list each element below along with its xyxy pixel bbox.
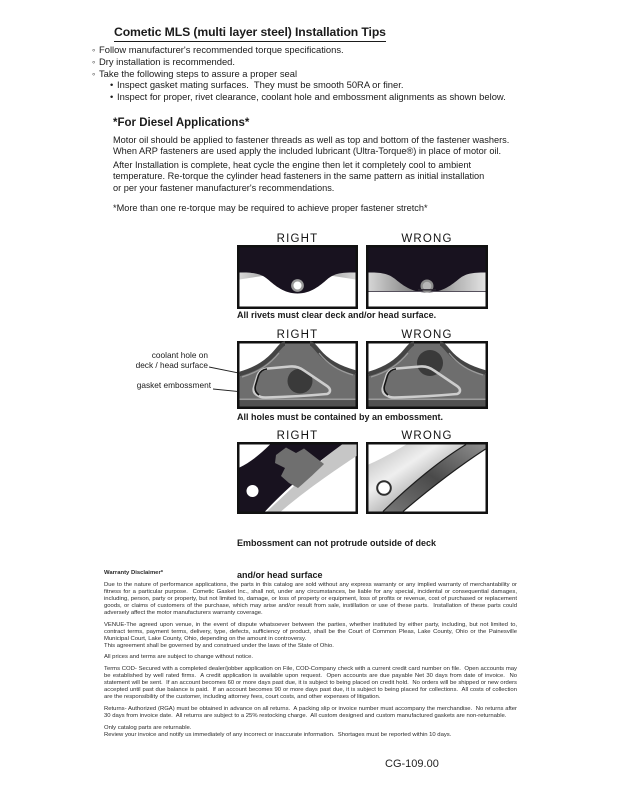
callout-gasket-embossment-label: gasket embossment [136, 380, 211, 390]
right-label: RIGHT [276, 233, 319, 245]
coolant-hole-icon [417, 350, 443, 376]
page-title: Cometic MLS (multi layer steel) Installation Tips [114, 23, 386, 42]
warranty-disclaimer-block [104, 570, 517, 739]
bullet-marker: ◦ [92, 67, 96, 79]
bullet-marker: ◦ [92, 55, 96, 67]
page-code: CG-109.00 [385, 758, 439, 770]
legal-paragraph: Only catalog parts are returnable. [104, 724, 192, 731]
sub-bullet-item: • Inspect gasket mating surfaces. They must be smooth 50RA or finer. [110, 79, 404, 91]
diesel-paragraph-2: After Installation is complete, heat cycle the engine then let it completely cool to ambient temperature. Re-torque the cylinder head fasteners in the same pattern as initial installation or per your fastener manufacturer's recommendations. [113, 160, 485, 193]
legal-paragraph: Terms COD- Secured with a completed dealer/jobber application on File, COD-Company check with a current credit card number on file. Open accounts may be established by well rated firms. A credit application is available upon request. Open accounts are due payable Net 30 days from date of invoice. No statement will be sent. If an account becomes 60 or more days past due, it is subject to being placed on credit hold. No orders will be shipped or new orders accepted until past due balance is paid. If an account becomes 90 or more days past due, it is subject to being placed for collections. All costs of collection are the responsibility of the customer, including attorney fees, court costs, and other expenses of litigation. [104, 666, 519, 701]
legal-paragraph: Returns- Authorized (RGA) must be obtained in advance on all returns. A packing slip or invoice number must accompany the merchandise. No returns after 30 days from invoice date. All returns are subject to a 25% restocking charge. All custom designed and custom manufactured gaskets are non-returnable. [104, 706, 519, 720]
retorque-note: *More than one re-torque may be required to achieve proper fastener stretch* [113, 203, 428, 213]
coolant-hole-wrong-diagram [366, 341, 488, 409]
coolant-hole-right-diagram [237, 341, 358, 409]
wrong-label: WRONG [401, 329, 453, 341]
wrong-label: WRONG [401, 233, 453, 245]
right-label: RIGHT [276, 329, 319, 341]
diesel-heading: *For Diesel Applications* [113, 117, 250, 129]
legal-paragraph: This agreement shall be governed by and construed under the laws of the State of Ohio. [104, 642, 334, 649]
bolt-hole-icon [377, 481, 391, 495]
rivet-icon [292, 280, 302, 290]
legal-heading: Warranty Disclaimer* [104, 570, 164, 576]
callout-coolant-hole-label: coolant hole on deck / head surface [135, 350, 208, 370]
bullet-marker: • [110, 91, 114, 103]
embossment-wrong-diagram [366, 442, 488, 514]
rivet-clearance-wrong-diagram [366, 245, 488, 309]
row2-caption: All holes must be contained by an embossment. [237, 412, 444, 422]
bullet-item: ◦ Dry installation is recommended. [92, 55, 235, 67]
wrong-label: WRONG [401, 430, 453, 442]
diesel-paragraph-1: Motor oil should be applied to fastener threads as well as top and bottom of the fastener washers. When ARP fasteners are used apply the included lubricant (Ultra-Torque®) in place of motor oil. [113, 135, 510, 157]
embossment-right-diagram [237, 442, 358, 514]
bullet-marker: ◦ [92, 44, 96, 55]
legal-paragraph: Due to the nature of performance applications, the parts in this catalog are sold without any express warranty or any implied warranty of merchantability or fitness for a particular purpose. Cometic Gasket Inc., shall not, under any circumstances, be liable for any special, incidental or consequential damages, including, person, party or property, but not limited to, damage, or loss of property or equipment, loss of profits or revenue, cost of purchased or replacement goods, or claims of customers of the purchase, which may arise and/or result from sale, instillation or use of these parts. Installation of these parts could adversely affect the motor manufacturers warranty coverage. [104, 581, 519, 616]
installation-tips-list [92, 44, 506, 103]
legal-paragraph: All prices and terms are subject to change without notice. [104, 654, 253, 661]
bullet-item: ◦ Take the following steps to assure a proper seal [92, 67, 298, 79]
sub-bullet-item: • Inspect for proper, rivet clearance, coolant hole and embossment alignments as shown below. [110, 91, 506, 103]
rivet-clearance-right-diagram [237, 245, 358, 309]
row1-caption: All rivets must clear deck and/or head surface. [237, 310, 437, 320]
row3-caption: Embossment can not protrude outside of deck and/or head surface [237, 537, 437, 580]
legal-paragraph: Review your invoice and notify us immediately of any incorrect or inaccurate information. Shortages must be reported within 10 days. [104, 731, 452, 738]
bullet-item: ◦ Follow manufacturer's recommended torque specifications. [92, 44, 344, 55]
legal-paragraph: VENUE-The agreed upon venue, in the event of dispute whatsoever between the parties, whether instituted by either party, including, but not limited to, contract terms, payment terms, delivery, type, defects, sufficiency of product, shall be the Court of Common Pleas, Lake County, Ohio or the Painesville Municipal Court, Lake County, Ohio, depending on the amount in controversy. [104, 621, 519, 642]
bullet-marker: • [110, 79, 114, 91]
bolt-hole-icon [247, 485, 259, 497]
right-label: RIGHT [276, 430, 319, 442]
